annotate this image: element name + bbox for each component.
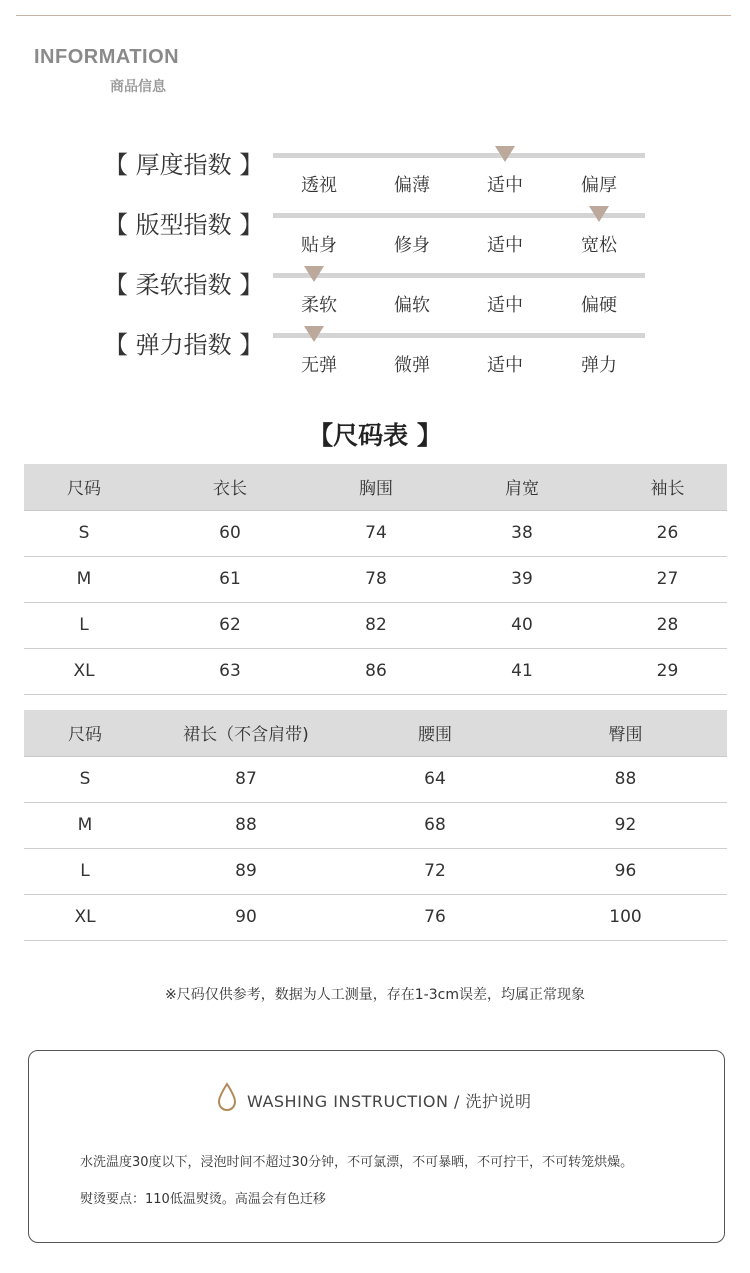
size-table-bottom: [24, 710, 727, 941]
index-bar: [273, 153, 645, 158]
table-header-cell: 袖长: [608, 464, 727, 510]
table-header-cell: 尺码: [24, 710, 146, 756]
index-title: 【 弹力指数 】: [104, 331, 264, 359]
table-cell: 92: [524, 802, 727, 848]
table-cell: 88: [524, 756, 727, 802]
table-cell: S: [24, 756, 146, 802]
index-option: 无弹: [301, 355, 337, 376]
table-cell: 61: [144, 556, 316, 602]
table-cell: 86: [316, 648, 436, 694]
top-divider: [16, 15, 731, 16]
index-option: 修身: [394, 235, 430, 256]
table-cell: S: [24, 510, 144, 556]
table-row: [24, 848, 727, 894]
table-cell: 72: [346, 848, 524, 894]
index-option: 偏硬: [581, 295, 617, 316]
table-header-cell: 尺码: [24, 464, 144, 510]
index-row: [0, 205, 750, 265]
table-cell: 26: [608, 510, 727, 556]
table-cell: 82: [316, 602, 436, 648]
table-cell: 68: [346, 802, 524, 848]
table-cell: L: [24, 602, 144, 648]
index-bar: [273, 273, 645, 278]
table-row: [24, 802, 727, 848]
water-drop-icon: [216, 1082, 238, 1116]
index-title: 【 柔软指数 】: [104, 271, 264, 299]
table-cell: 41: [436, 648, 608, 694]
index-row: [0, 145, 750, 205]
table-header-row: [24, 464, 727, 510]
index-option: 适中: [487, 235, 523, 256]
size-disclaimer: ※尺码仅供参考，数据为人工测量，存在1-3cm误差，均属正常现象: [165, 987, 585, 1003]
table-cell: XL: [24, 648, 144, 694]
table-cell: 88: [146, 802, 346, 848]
washing-title: WASHING INSTRUCTION / 洗护说明: [247, 1092, 532, 1111]
index-marker-icon: [304, 266, 324, 282]
table-cell: 38: [436, 510, 608, 556]
table-cell: M: [24, 556, 144, 602]
table-cell: 62: [144, 602, 316, 648]
index-title: 【 版型指数 】: [104, 211, 264, 239]
table-header-cell: 胸围: [316, 464, 436, 510]
table-cell: 64: [346, 756, 524, 802]
table-cell: 100: [524, 894, 727, 940]
section-title-en: INFORMATION: [34, 46, 180, 68]
index-option: 贴身: [301, 235, 337, 256]
size-table-top: [24, 464, 727, 695]
table-cell: 90: [146, 894, 346, 940]
index-option: 柔软: [301, 295, 337, 316]
index-marker-icon: [304, 326, 324, 342]
index-option: 透视: [301, 175, 337, 196]
table-row: [24, 894, 727, 940]
table-cell: 39: [436, 556, 608, 602]
index-marker-icon: [589, 206, 609, 222]
table-cell: 28: [608, 602, 727, 648]
index-option: 偏薄: [394, 175, 430, 196]
index-row: [0, 325, 750, 385]
washing-instruction-box: [28, 1050, 725, 1243]
table-header-cell: 腰围: [346, 710, 524, 756]
table-row: [24, 648, 727, 694]
washing-line-1: 水洗温度30度以下，浸泡时间不超过30分钟，不可氯漂，不可暴晒，不可拧干，不可转笼烘燥。: [80, 1155, 634, 1170]
index-option: 宽松: [581, 235, 617, 256]
index-title: 【 厚度指数 】: [104, 151, 264, 179]
table-cell: 29: [608, 648, 727, 694]
index-option: 偏软: [394, 295, 430, 316]
table-cell: 27: [608, 556, 727, 602]
table-row: [24, 510, 727, 556]
section-title-cn: 商品信息: [110, 79, 166, 95]
table-cell: 60: [144, 510, 316, 556]
table-cell: L: [24, 848, 146, 894]
table-row: [24, 602, 727, 648]
table-header-row: [24, 710, 727, 756]
index-option: 微弹: [394, 355, 430, 376]
index-bar: [273, 333, 645, 338]
washing-line-2: 熨烫要点：110低温熨烫。高温会有色迁移: [80, 1192, 326, 1207]
table-header-cell: 衣长: [144, 464, 316, 510]
index-option: 弹力: [581, 355, 617, 376]
table-cell: 76: [346, 894, 524, 940]
index-option: 适中: [487, 295, 523, 316]
size-chart-title: 【尺码表 】: [308, 421, 442, 450]
index-option: 适中: [487, 175, 523, 196]
table-cell: 63: [144, 648, 316, 694]
table-cell: 87: [146, 756, 346, 802]
table-cell: 74: [316, 510, 436, 556]
index-option: 适中: [487, 355, 523, 376]
table-header-cell: 肩宽: [436, 464, 608, 510]
table-header-cell: 臀围: [524, 710, 727, 756]
table-row: [24, 556, 727, 602]
table-cell: 96: [524, 848, 727, 894]
table-cell: 40: [436, 602, 608, 648]
table-cell: M: [24, 802, 146, 848]
table-cell: 89: [146, 848, 346, 894]
table-row: [24, 756, 727, 802]
index-option: 偏厚: [581, 175, 617, 196]
index-row: [0, 265, 750, 325]
table-cell: XL: [24, 894, 146, 940]
index-marker-icon: [495, 146, 515, 162]
table-cell: 78: [316, 556, 436, 602]
table-header-cell: 裙长（不含肩带): [146, 710, 346, 756]
